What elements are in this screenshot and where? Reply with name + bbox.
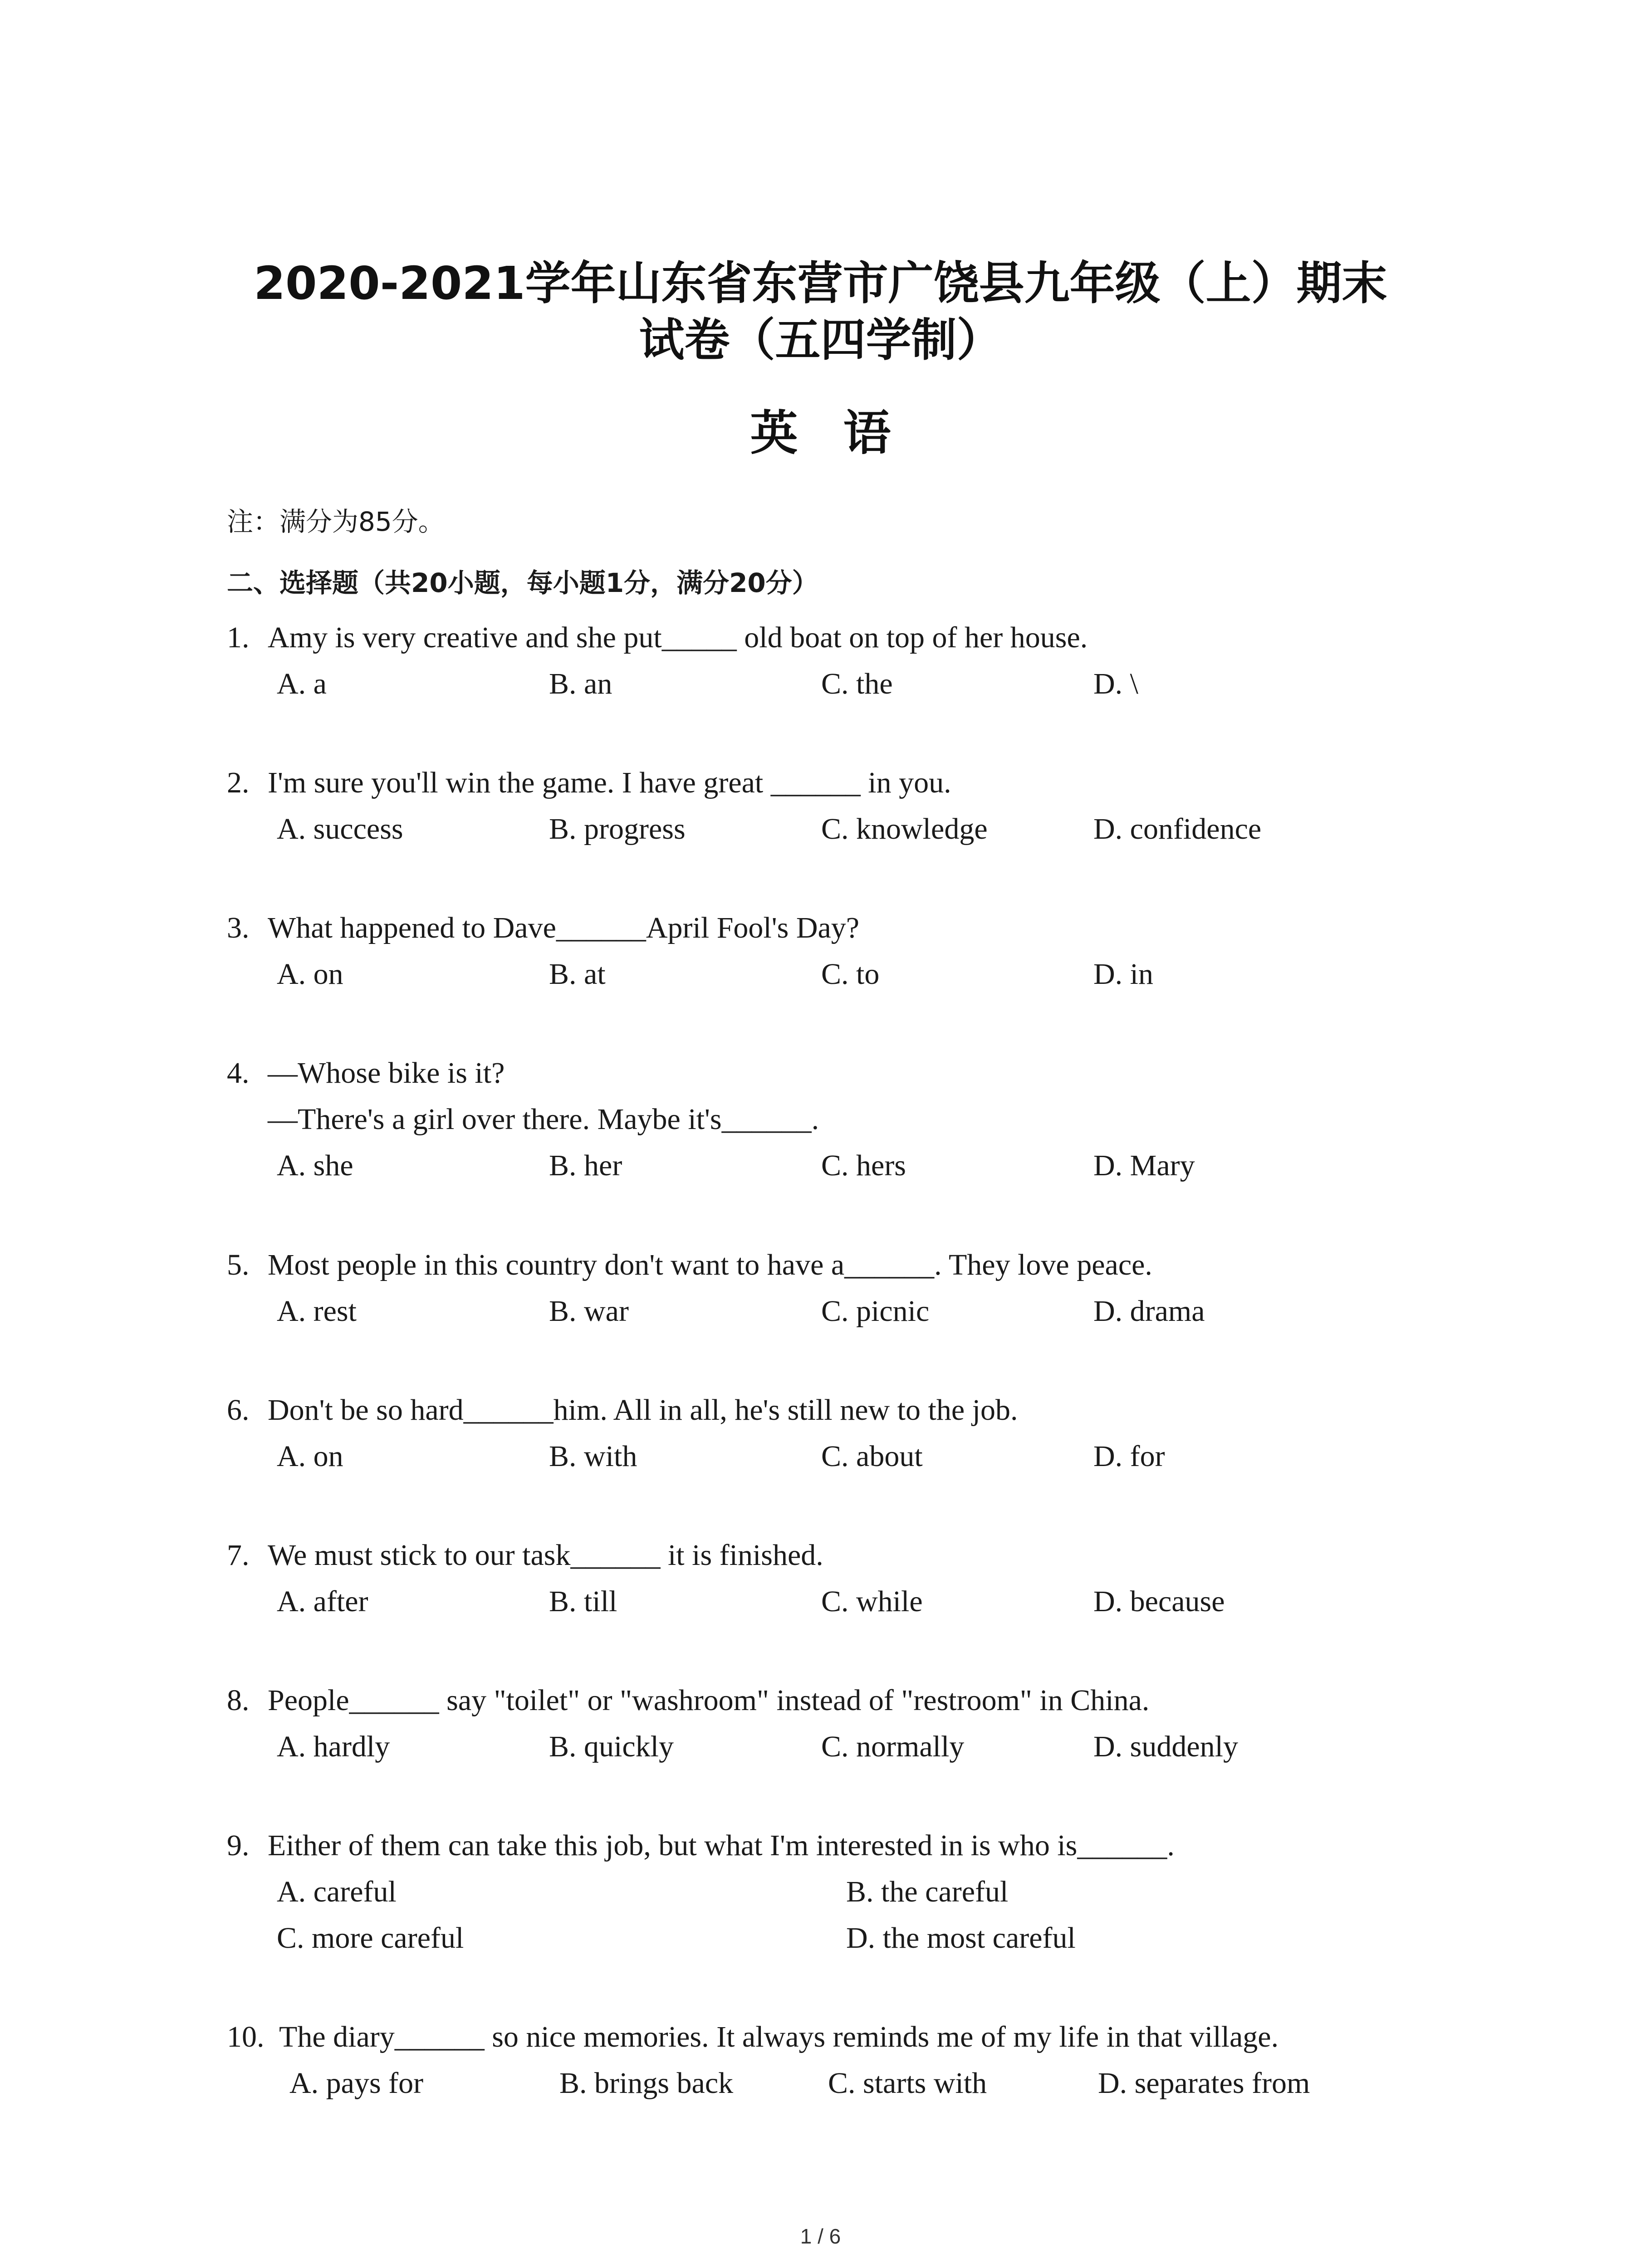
question-stem: What happened to Dave______April Fool's Day?: [268, 911, 860, 944]
page-indicator: 1 / 6: [800, 2224, 841, 2248]
option-d: D. Mary: [1093, 1149, 1195, 1182]
option-c: C. more careful: [277, 1921, 464, 1955]
question-number: 2.: [227, 766, 250, 799]
question-number: 5.: [227, 1248, 250, 1281]
option-b: B. till: [549, 1585, 617, 1618]
option-c: C. picnic: [821, 1295, 930, 1328]
option-b: B. at: [549, 958, 606, 991]
question-number: 9.: [227, 1829, 250, 1862]
option-b: B. progress: [549, 812, 686, 846]
option-c: C. hers: [821, 1149, 906, 1182]
section-title: 二、选择题（共20小题，每小题1分，满分20分）: [227, 567, 818, 598]
option-b: B. war: [549, 1295, 629, 1328]
option-a: A. hardly: [277, 1730, 390, 1763]
option-b: B. with: [549, 1440, 637, 1473]
option-c: C. the: [821, 667, 893, 700]
option-b: B. quickly: [549, 1730, 674, 1763]
question-stem: We must stick to our task______ it is finished.: [268, 1539, 823, 1572]
option-d: D. separates from: [1098, 2067, 1310, 2100]
option-d: D. \: [1093, 667, 1138, 700]
question-number: 7.: [227, 1539, 250, 1572]
option-c: C. about: [821, 1440, 923, 1473]
question-7: [227, 1532, 1452, 1625]
option-c: C. while: [821, 1585, 923, 1618]
exam-title-line-1: 2020-2021学年山东省东营市广饶县九年级（上）期末: [254, 257, 1387, 310]
question-stem-line-2: —There's a girl over there. Maybe it's______.: [268, 1103, 819, 1136]
option-d: D. confidence: [1093, 812, 1262, 846]
question-8: [227, 1677, 1452, 1770]
question-stem: Amy is very creative and she put_____ old boat on top of her house.: [268, 621, 1088, 654]
option-a: A. on: [277, 1440, 343, 1473]
option-a: A. a: [277, 667, 327, 700]
question-stem: I'm sure you'll win the game. I have great ______ in you.: [268, 766, 951, 799]
question-10: [227, 2014, 1452, 2107]
question-stem: The diary______ so nice memories. It always reminds me of my life in that village.: [279, 2020, 1279, 2053]
question-stem: Either of them can take this job, but what I'm interested in is who is______.: [268, 1829, 1175, 1862]
question-stem: People______ say "toilet" or "washroom" instead of "restroom" in China.: [268, 1684, 1150, 1717]
question-6: [227, 1387, 1452, 1480]
option-a: A. after: [277, 1585, 368, 1618]
option-b: B. brings back: [559, 2067, 734, 2100]
question-number: 6.: [227, 1393, 250, 1427]
option-a: A. careful: [277, 1875, 397, 1908]
option-c: C. to: [821, 958, 880, 991]
option-c: C. knowledge: [821, 812, 988, 846]
option-a: A. rest: [277, 1295, 357, 1328]
score-note: 注：满分为85分。: [227, 506, 445, 537]
option-d: D. suddenly: [1093, 1730, 1238, 1763]
option-a: A. on: [277, 958, 343, 991]
question-5: [227, 1242, 1452, 1334]
option-d: D. the most careful: [846, 1921, 1076, 1955]
option-d: D. because: [1093, 1585, 1225, 1618]
option-b: B. an: [549, 667, 612, 700]
option-a: A. she: [277, 1149, 353, 1182]
option-b: B. her: [549, 1149, 622, 1182]
exam-title-line-2: 试卷（五四学制）: [639, 313, 1002, 367]
question-number: 4.: [227, 1056, 250, 1090]
question-number: 10.: [227, 2020, 265, 2053]
option-d: D. in: [1093, 958, 1153, 991]
option-a: A. success: [277, 812, 403, 846]
question-4: [227, 1050, 1452, 1189]
option-b: B. the careful: [846, 1875, 1009, 1908]
question-2: [227, 760, 1452, 852]
question-stem: Most people in this country don't want to have a______. They love peace.: [268, 1248, 1152, 1281]
subject-heading: 英语: [750, 406, 936, 461]
question-9: [227, 1823, 1452, 1961]
question-3: [227, 905, 1452, 997]
option-d: D. for: [1093, 1440, 1165, 1473]
option-c: C. normally: [821, 1730, 965, 1763]
question-number: 8.: [227, 1684, 250, 1717]
option-c: C. starts with: [828, 2067, 987, 2100]
question-number: 1.: [227, 621, 250, 654]
question-number: 3.: [227, 911, 250, 944]
question-1: [227, 615, 1452, 707]
question-stem: —Whose bike is it?: [268, 1056, 505, 1090]
option-a: A. pays for: [289, 2067, 424, 2100]
question-stem: Don't be so hard______him. All in all, he's still new to the job.: [268, 1393, 1018, 1427]
option-d: D. drama: [1093, 1295, 1205, 1328]
